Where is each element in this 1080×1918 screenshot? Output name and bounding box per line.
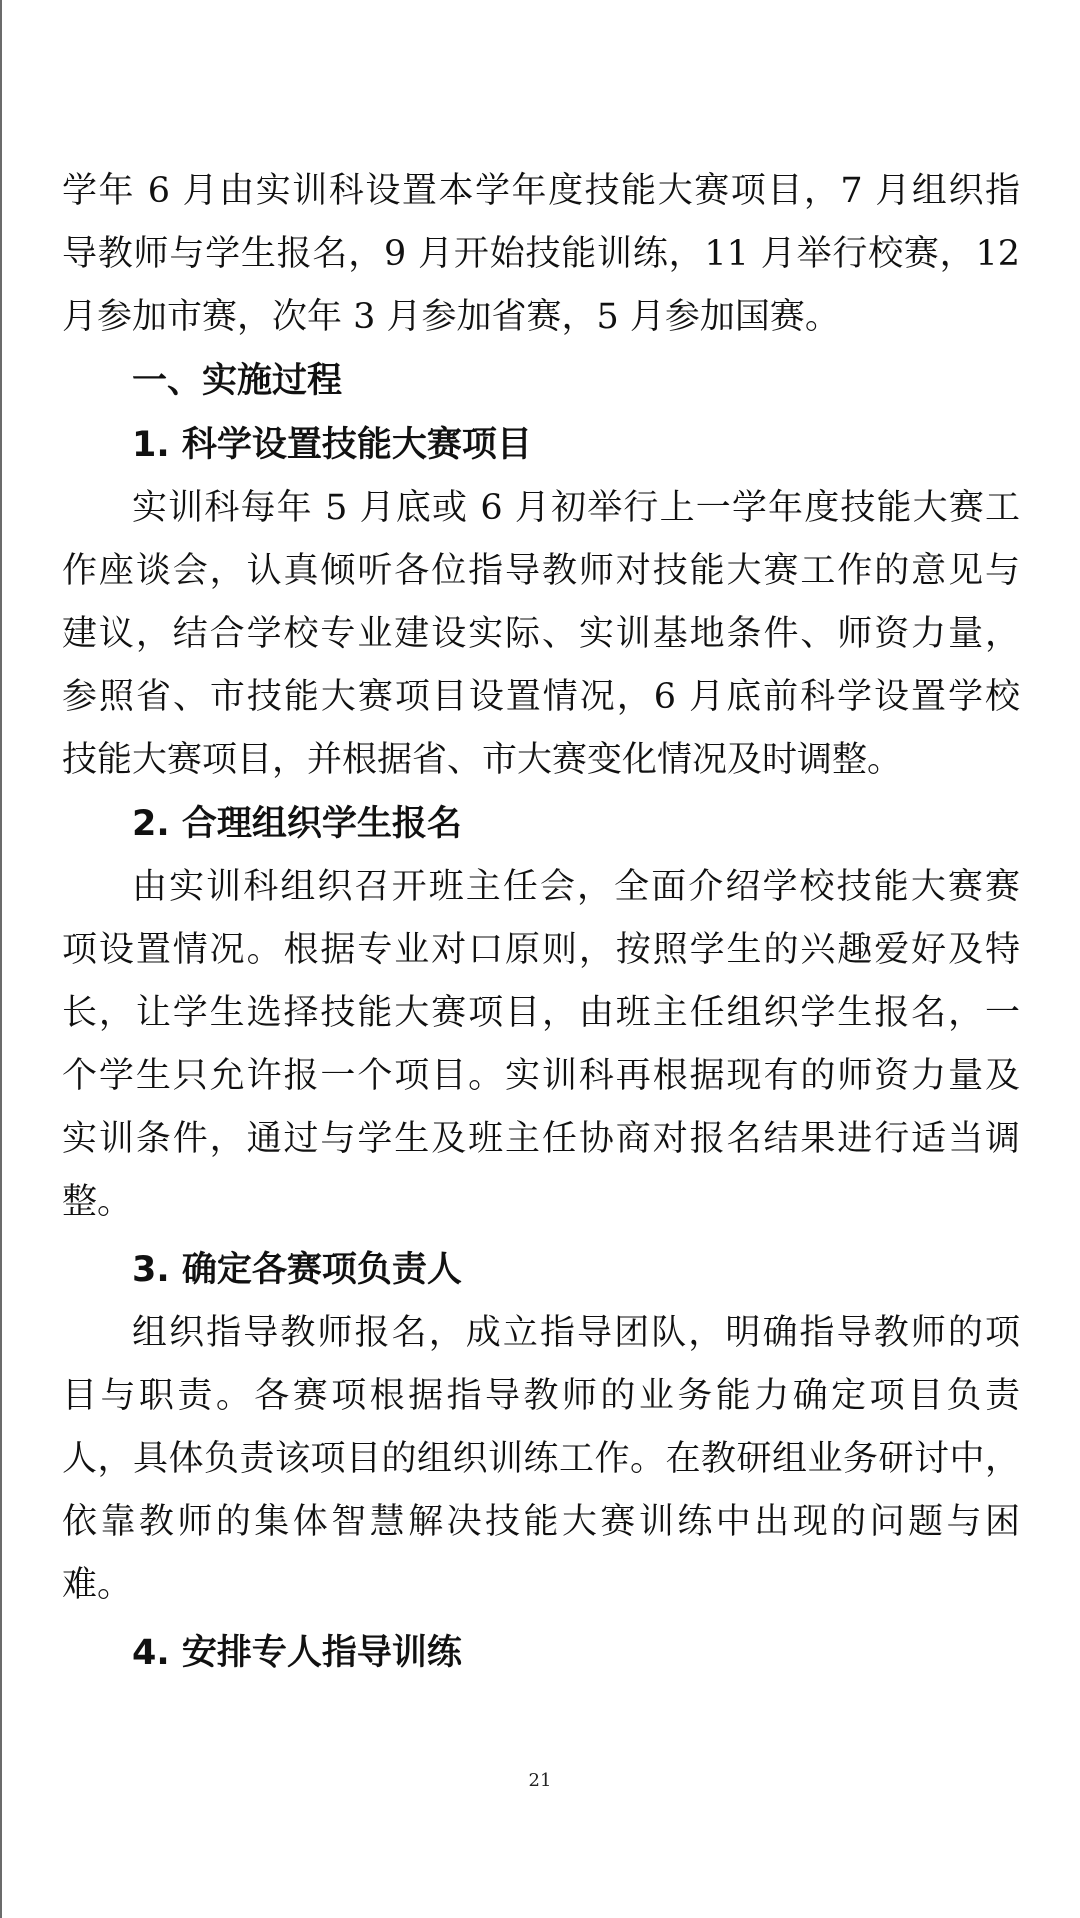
body-line: 作座谈会，认真倾听各位指导教师对技能大赛工作的意见与 [62, 551, 1020, 591]
subsection-heading-3: 3. 确定各赛项负责人 [132, 1250, 462, 1290]
subsection-heading-2: 2. 合理组织学生报名 [132, 804, 462, 844]
section-heading: 一、实施过程 [132, 361, 343, 401]
body-line: 组织指导教师报名，成立指导团队，明确指导教师的项 [132, 1313, 1020, 1353]
body-line: 目与职责。各赛项根据指导教师的业务能力确定项目负责 [62, 1376, 1020, 1416]
body-line: 长，让学生选择技能大赛项目，由班主任组织学生报名，一 [62, 993, 1020, 1033]
body-line: 难。 [62, 1565, 133, 1605]
body-line: 参照省、市技能大赛项目设置情况，6 月底前科学设置学校 [62, 677, 1020, 717]
body-line: 依靠教师的集体智慧解决技能大赛训练中出现的问题与困 [62, 1502, 1020, 1542]
body-line: 技能大赛项目，并根据省、市大赛变化情况及时调整。 [62, 740, 903, 780]
subsection-heading-4: 4. 安排专人指导训练 [132, 1633, 462, 1673]
body-line: 由实训科组织召开班主任会，全面介绍学校技能大赛赛 [132, 867, 1020, 907]
body-line: 实训科每年 5 月底或 6 月初举行上一学年度技能大赛工 [132, 488, 1020, 528]
body-line: 整。 [62, 1182, 133, 1222]
body-line: 导教师与学生报名，9 月开始技能训练，11 月举行校赛，12 [62, 234, 1020, 274]
page-left-edge [0, 0, 2, 1918]
page-number: 21 [528, 1770, 552, 1791]
body-line: 建议，结合学校专业建设实际、实训基地条件、师资力量， [62, 614, 1020, 654]
document-page [62, 160, 1020, 1685]
body-line: 个学生只允许报一个项目。实训科再根据现有的师资力量及 [62, 1056, 1020, 1096]
body-line: 项设置情况。根据专业对口原则，按照学生的兴趣爱好及特 [62, 930, 1020, 970]
body-line: 实训条件，通过与学生及班主任协商对报名结果进行适当调 [62, 1119, 1020, 1159]
body-line: 人，具体负责该项目的组织训练工作。在教研组业务研讨中， [62, 1439, 1020, 1479]
subsection-heading-1: 1. 科学设置技能大赛项目 [132, 425, 532, 465]
body-line: 月参加市赛，次年 3 月参加省赛，5 月参加国赛。 [62, 297, 840, 337]
body-line: 学年 6 月由实训科设置本学年度技能大赛项目，7 月组织指 [62, 171, 1020, 211]
